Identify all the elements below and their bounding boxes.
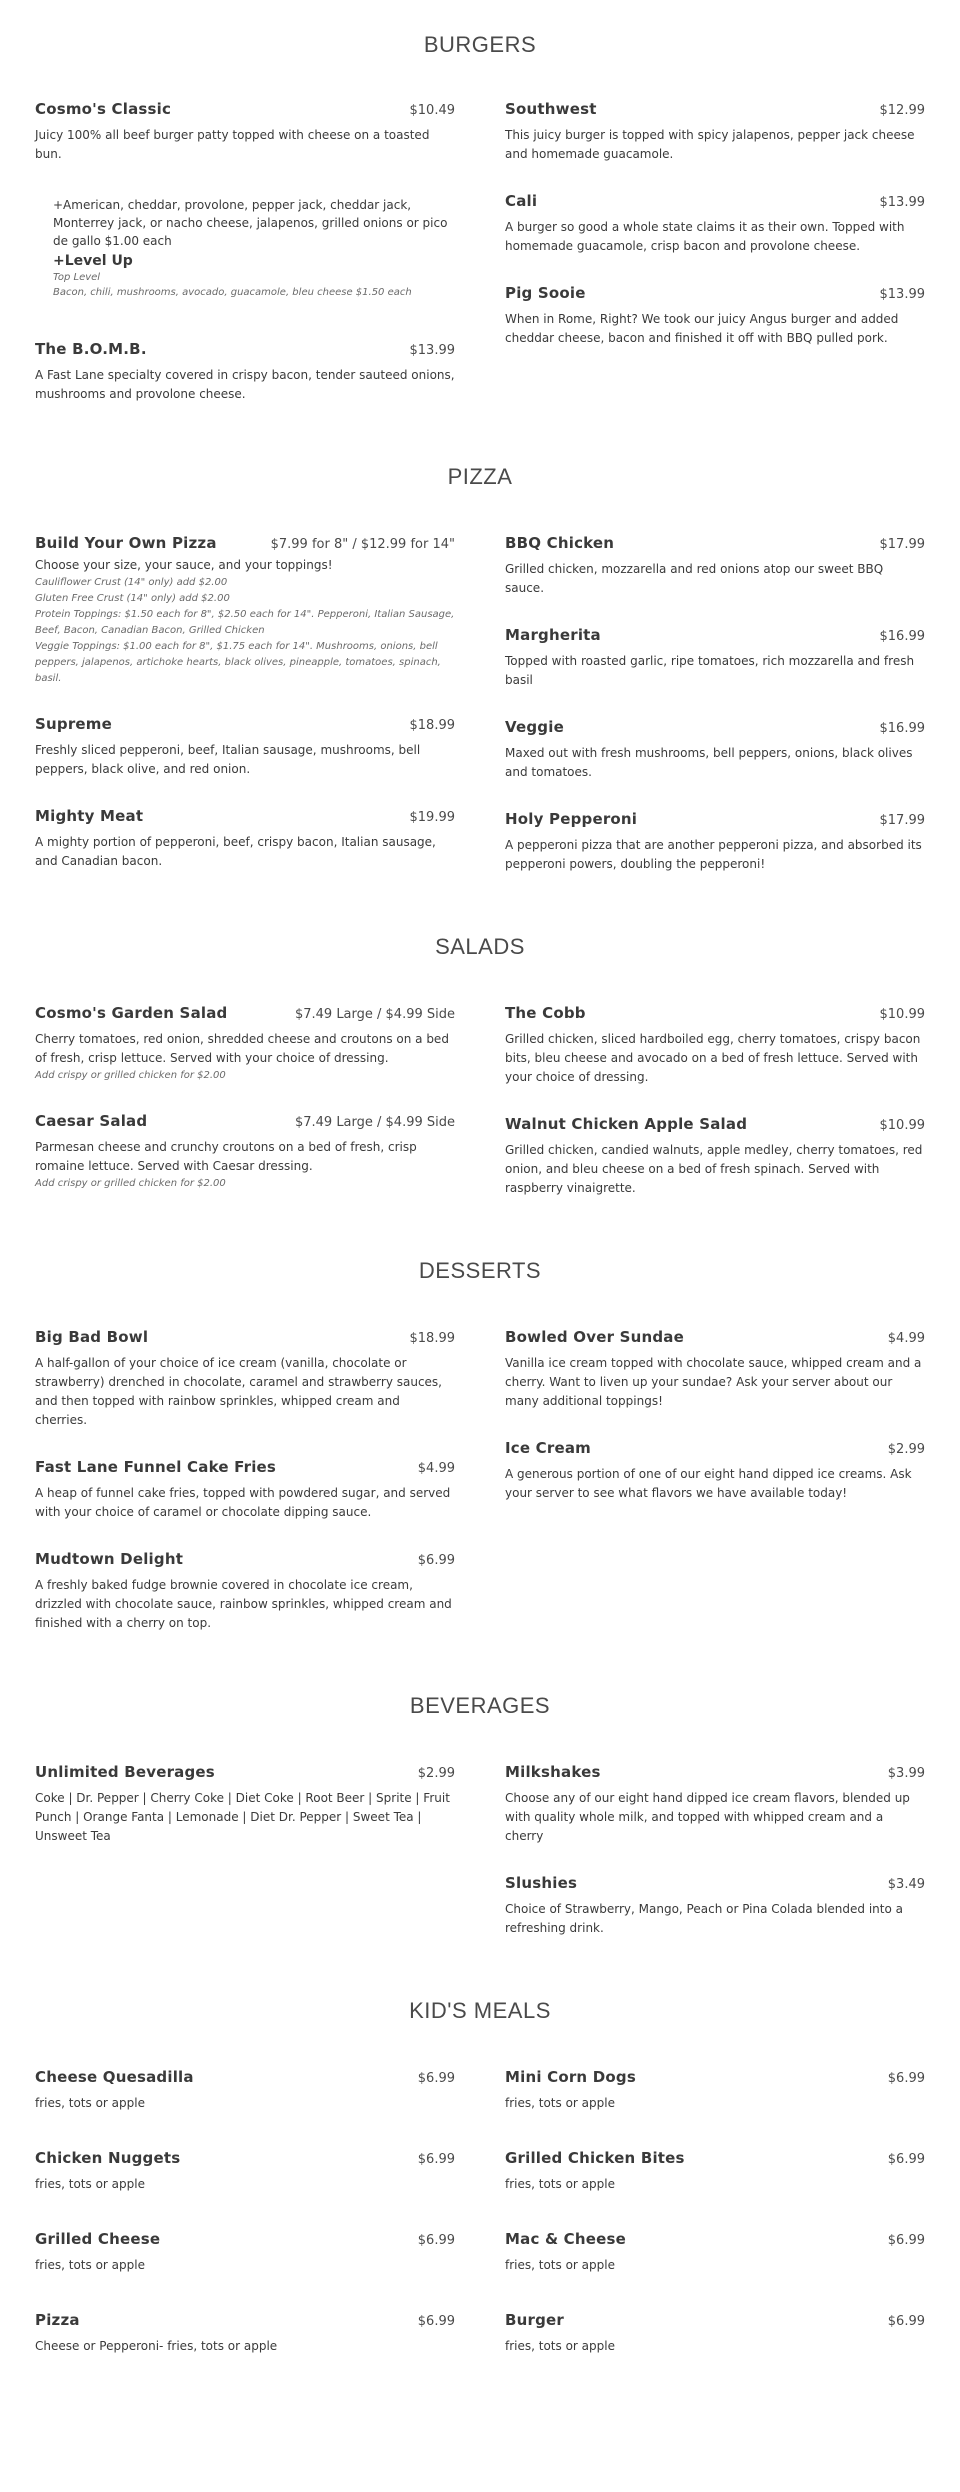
menu-item xyxy=(35,2230,455,2275)
item-name: Cosmo's Garden Salad xyxy=(35,1004,228,1022)
menu-item xyxy=(35,1112,455,1192)
item-name: The B.O.M.B. xyxy=(35,340,147,358)
menu-item xyxy=(505,2149,925,2194)
menu-item xyxy=(35,534,455,687)
item-name: Cali xyxy=(505,192,538,210)
item-note: Veggie Toppings: $1.00 each for 8", $1.75 each for 14". Mushrooms, onions, bell peppers, jalapenos, artichoke hearts, black olives, pineapple, tomatoes, spinach, basil. xyxy=(35,641,441,684)
menu-item xyxy=(505,284,925,348)
section-title-desserts: DESSERTS xyxy=(418,1258,542,1283)
menu-item xyxy=(35,2311,455,2356)
item-note: Add crispy or grilled chicken for $2.00 xyxy=(35,1070,226,1081)
levelup-detail: Bacon, chili, mushrooms, avocado, guacamole, bleu cheese $1.50 each xyxy=(53,287,412,298)
item-name: Southwest xyxy=(505,100,597,118)
item-price: $16.99 xyxy=(879,721,925,736)
menu-item xyxy=(505,1328,925,1411)
item-description: fries, tots or apple xyxy=(35,2177,145,2191)
item-price: $6.99 xyxy=(887,2152,925,2167)
menu-item xyxy=(35,1550,455,1633)
item-note: Gluten Free Crust (14" only) add $2.00 xyxy=(35,593,230,604)
beverages-left-column xyxy=(35,1763,455,1966)
item-description: Juicy 100% all beef burger patty topped with cheese on a toasted bun. xyxy=(35,128,430,161)
item-description: Grilled chicken, mozzarella and red onions atop our sweet BBQ sauce. xyxy=(505,562,884,595)
levelup-subtitle: Top Level xyxy=(53,272,101,283)
pizza-left-column xyxy=(35,534,455,902)
section-title-pizza: PIZZA xyxy=(447,464,513,489)
item-name: BBQ Chicken xyxy=(505,534,615,552)
item-note: Add crispy or grilled chicken for $2.00 xyxy=(35,1178,226,1189)
item-price: $4.99 xyxy=(417,1461,455,1476)
item-description: Choose your size, your sauce, and your toppings! xyxy=(35,558,333,572)
menu-item xyxy=(505,2311,925,2356)
item-description: This juicy burger is topped with spicy jalapenos, pepper jack cheese and homemade guacamole. xyxy=(505,128,915,161)
item-note: Cauliflower Crust (14" only) add $2.00 xyxy=(35,577,228,588)
section-title-burgers: BURGERS xyxy=(423,32,537,57)
item-name: Cheese Quesadilla xyxy=(35,2068,194,2086)
item-name: Ice Cream xyxy=(505,1439,591,1457)
item-description: Cherry tomatoes, red onion, shredded cheese and croutons on a bed of fresh, crisp lettuce. Served with your choice of dressing. xyxy=(35,1032,449,1065)
item-description: Maxed out with fresh mushrooms, bell peppers, onions, black olives and tomatoes. xyxy=(505,746,913,779)
item-description: A heap of funnel cake fries, topped with powdered sugar, and served with your choice of caramel or chocolate dipping sauce. xyxy=(35,1486,451,1519)
beverages-section xyxy=(0,1661,960,1966)
menu-item xyxy=(505,626,925,690)
menu-item xyxy=(35,2068,455,2113)
item-description: Parmesan cheese and crunchy croutons on a bed of fresh, crisp romaine lettuce. Served with Caesar dressing. xyxy=(35,1140,417,1173)
burgers-left-column xyxy=(35,100,455,432)
item-price: $6.99 xyxy=(417,1553,455,1568)
item-price: $13.99 xyxy=(409,343,455,358)
menu-item xyxy=(35,2149,455,2194)
item-price: $13.99 xyxy=(879,195,925,210)
item-description: fries, tots or apple xyxy=(35,2096,145,2110)
levelup-title: +Level Up xyxy=(53,253,133,269)
section-title-salads: SALADS xyxy=(435,934,525,959)
item-description: Choose any of our eight hand dipped ice cream flavors, blended up with quality whole milk, and topped with whipped cream and a cherry xyxy=(505,1791,910,1843)
item-name: Mudtown Delight xyxy=(35,1550,184,1568)
item-name: Veggie xyxy=(505,718,564,736)
kids-section xyxy=(0,1966,960,2392)
item-description: A pepperoni pizza that are another pepperoni pizza, and absorbed its pepperoni powers, doubling the pepperoni! xyxy=(505,838,922,871)
item-price: $3.49 xyxy=(887,1877,925,1892)
item-price: $2.99 xyxy=(887,1442,925,1457)
item-description: fries, tots or apple xyxy=(505,2096,615,2110)
menu-item xyxy=(35,1328,455,1430)
item-description: A freshly baked fudge brownie covered in chocolate ice cream, drizzled with chocolate sauce, rainbow sprinkles, whipped cream and finished with a cherry on top. xyxy=(35,1578,452,1630)
item-description: Cheese or Pepperoni- fries, tots or apple xyxy=(35,2339,278,2353)
menu-item xyxy=(35,807,455,871)
item-price: $16.99 xyxy=(879,629,925,644)
menu-item xyxy=(35,715,455,779)
item-price: $10.99 xyxy=(879,1118,925,1133)
pizza-section xyxy=(0,432,960,902)
desserts-right-column xyxy=(505,1328,925,1661)
item-price: $7.49 Large / $4.99 Side xyxy=(294,1115,455,1130)
item-price: $6.99 xyxy=(417,2152,455,2167)
item-name: The Cobb xyxy=(505,1004,586,1022)
menu-item xyxy=(505,1874,925,1938)
item-description: Grilled chicken, sliced hardboiled egg, cherry tomatoes, crispy bacon bits, bleu cheese and avocado on a bed of fresh lettuce. Served with your choice of dressing. xyxy=(505,1032,921,1084)
menu-item xyxy=(505,1115,925,1198)
item-name: Pizza xyxy=(35,2311,80,2329)
item-description: Vanilla ice cream topped with chocolate sauce, whipped cream and a cherry. Want to liven up your sundae? Ask your server about our many additional toppings! xyxy=(505,1356,922,1408)
desserts-left-column xyxy=(35,1328,455,1661)
item-description: Choice of Strawberry, Mango, Peach or Pina Colada blended into a refreshing drink. xyxy=(505,1902,903,1935)
item-description: Coke | Dr. Pepper | Cherry Coke | Diet Coke | Root Beer | Sprite | Fruit Punch | Orange Fanta | Lemonade | Diet Dr. Pepper | Sweet Tea | Unsweet Tea xyxy=(35,1791,450,1843)
item-description: When in Rome, Right? We took our juicy Angus burger and added cheddar cheese, bacon and finished it off with BBQ pulled pork. xyxy=(505,312,899,345)
item-name: Build Your Own Pizza xyxy=(35,534,217,552)
burgers-section xyxy=(0,0,960,432)
menu-item xyxy=(35,100,455,300)
menu-item xyxy=(35,1763,455,1846)
item-name: Mini Corn Dogs xyxy=(505,2068,636,2086)
item-price: $7.99 for 8" / $12.99 for 14" xyxy=(270,537,455,552)
item-price: $6.99 xyxy=(417,2233,455,2248)
item-price: $17.99 xyxy=(879,813,925,828)
desserts-section xyxy=(0,1226,960,1661)
pizza-right-column xyxy=(505,534,925,902)
item-price: $6.99 xyxy=(417,2071,455,2086)
item-name: Fast Lane Funnel Cake Fries xyxy=(35,1458,277,1476)
section-title-beverages: BEVERAGES xyxy=(409,1693,551,1718)
item-name: Grilled Chicken Bites xyxy=(505,2149,685,2167)
cheese-addons: +American, cheddar, provolone, pepper jack, cheddar jack, Monterrey jack, or nacho cheese, jalapenos, grilled onions or pico de gallo $1.00 each xyxy=(53,198,448,248)
item-description: A mighty portion of pepperoni, beef, crispy bacon, Italian sausage, and Canadian bacon. xyxy=(35,835,436,868)
item-name: Chicken Nuggets xyxy=(35,2149,181,2167)
beverages-right-column xyxy=(505,1763,925,1966)
item-description: A Fast Lane specialty covered in crispy bacon, tender sauteed onions, mushrooms and provolone cheese. xyxy=(35,368,455,401)
item-name: Cosmo's Classic xyxy=(35,100,172,118)
menu-item xyxy=(505,534,925,598)
menu-item xyxy=(505,2068,925,2113)
menu-item xyxy=(35,340,455,404)
item-name: Bowled Over Sundae xyxy=(505,1328,684,1346)
item-price: $6.99 xyxy=(887,2071,925,2086)
item-name: Mac & Cheese xyxy=(505,2230,627,2248)
item-description: fries, tots or apple xyxy=(35,2258,145,2272)
item-price: $10.49 xyxy=(409,103,455,118)
kids-left-column xyxy=(35,2068,455,2392)
item-description: fries, tots or apple xyxy=(505,2177,615,2191)
menu-item xyxy=(35,1458,455,1522)
item-description: fries, tots or apple xyxy=(505,2339,615,2353)
item-name: Slushies xyxy=(505,1874,578,1892)
item-name: Mighty Meat xyxy=(35,807,144,825)
item-description: fries, tots or apple xyxy=(505,2258,615,2272)
item-price: $19.99 xyxy=(409,810,455,825)
item-description: A burger so good a whole state claims it as their own. Topped with homemade guacamole, crisp bacon and provolone cheese. xyxy=(505,220,905,253)
menu-item xyxy=(505,2230,925,2275)
item-name: Burger xyxy=(505,2311,565,2329)
item-name: Milkshakes xyxy=(505,1763,601,1781)
item-price: $12.99 xyxy=(879,103,925,118)
burgers-right-column xyxy=(505,100,925,432)
item-price: $6.99 xyxy=(417,2314,455,2329)
menu-item xyxy=(505,810,925,874)
item-name: Caesar Salad xyxy=(35,1112,148,1130)
menu-item xyxy=(505,1004,925,1087)
item-price: $17.99 xyxy=(879,537,925,552)
item-name: Walnut Chicken Apple Salad xyxy=(505,1115,748,1133)
salads-right-column xyxy=(505,1004,925,1226)
item-price: $6.99 xyxy=(887,2314,925,2329)
salads-left-column xyxy=(35,1004,455,1226)
item-price: $7.49 Large / $4.99 Side xyxy=(294,1007,455,1022)
item-description: A half-gallon of your choice of ice cream (vanilla, chocolate or strawberry) drenched in chocolate, caramel and strawberry sauces, and then topped with rainbow sprinkles, whipped cream and cherries. xyxy=(35,1356,442,1427)
item-description: Topped with roasted garlic, ripe tomatoes, rich mozzarella and fresh basil xyxy=(505,654,915,687)
item-price: $2.99 xyxy=(417,1766,455,1781)
item-name: Grilled Cheese xyxy=(35,2230,161,2248)
salads-section xyxy=(0,902,960,1226)
item-name: Big Bad Bowl xyxy=(35,1328,149,1346)
item-price: $6.99 xyxy=(887,2233,925,2248)
item-price: $4.99 xyxy=(887,1331,925,1346)
item-description: Grilled chicken, candied walnuts, apple medley, cherry tomatoes, red onion, and bleu cheese on a bed of fresh spinach. Served with raspberry vinaigrette. xyxy=(505,1143,923,1195)
section-title-kids: KID'S MEALS xyxy=(409,1998,551,2023)
item-price: $10.99 xyxy=(879,1007,925,1022)
item-name: Holy Pepperoni xyxy=(505,810,638,828)
item-name: Supreme xyxy=(35,715,112,733)
menu-item xyxy=(505,1763,925,1846)
item-description: Freshly sliced pepperoni, beef, Italian sausage, mushrooms, bell peppers, black olive, and red onion. xyxy=(35,743,421,776)
item-name: Pig Sooie xyxy=(505,284,586,302)
item-price: $18.99 xyxy=(409,718,455,733)
menu-item xyxy=(505,100,925,164)
item-price: $13.99 xyxy=(879,287,925,302)
menu-item xyxy=(505,718,925,782)
item-description: A generous portion of one of our eight hand dipped ice creams. Ask your server to see what flavors we have available today! xyxy=(505,1467,912,1500)
menu-item xyxy=(505,1439,925,1503)
item-price: $18.99 xyxy=(409,1331,455,1346)
item-price: $3.99 xyxy=(887,1766,925,1781)
kids-right-column xyxy=(505,2068,925,2392)
item-note: Protein Toppings: $1.50 each for 8", $2.50 each for 14". Pepperoni, Italian Sausage, Beef, Bacon, Canadian Bacon, Grilled Chicken xyxy=(35,609,455,636)
menu-item xyxy=(505,192,925,256)
burger-addons xyxy=(53,196,455,300)
item-name: Unlimited Beverages xyxy=(35,1763,215,1781)
item-name: Margherita xyxy=(505,626,601,644)
menu-item xyxy=(35,1004,455,1084)
